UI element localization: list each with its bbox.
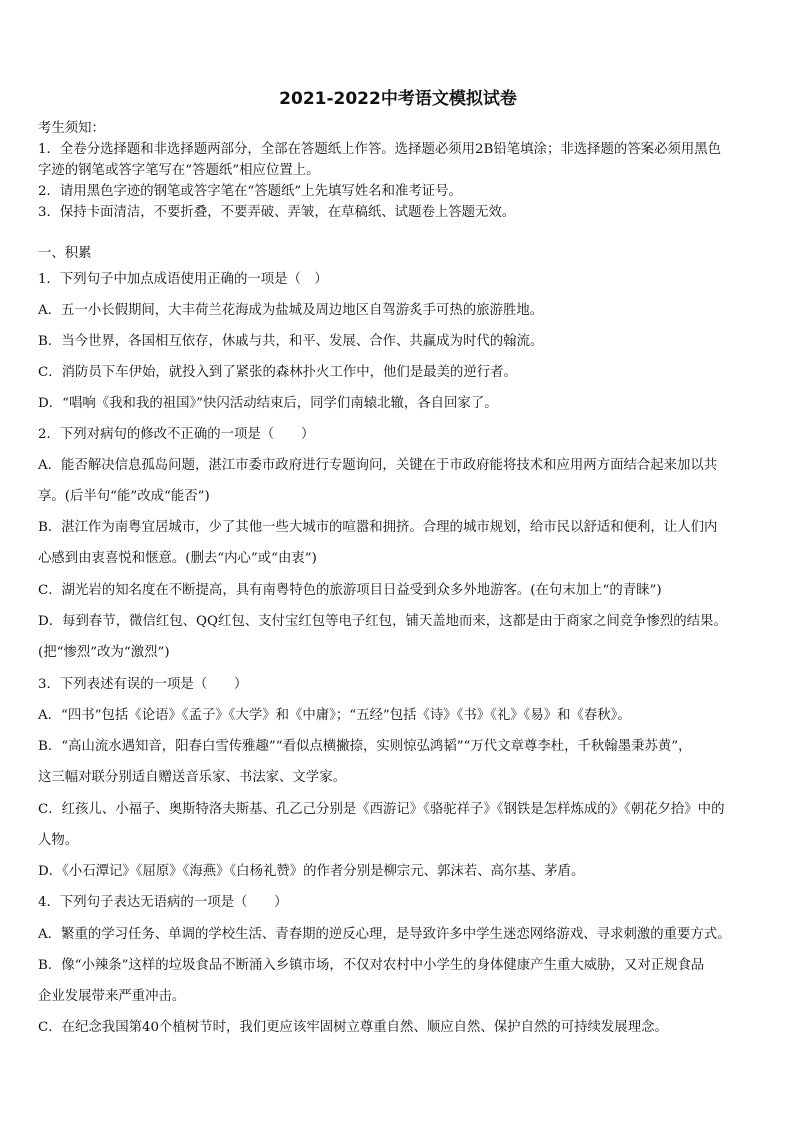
q1-option-c: C．消防员下车伊始，就投入到了紧张的森林扑火工作中，他们是最美的逆行者。 [38, 365, 517, 380]
q4-option-c: C．在纪念我国第40个植树节时，我们更应该牢固树立尊重自然、顺应自然、保护自然的可持续发展理念。 [38, 1020, 668, 1035]
section-heading: 一、积累 [38, 246, 92, 261]
notice-item-1: 1．全卷分选择题和非选择题两部分，全部在答题纸上作答。选择题必须用2B铅笔填涂；非选择题的答案必须用黑色 [38, 142, 722, 157]
q2-option-a: A．能否解决信息孤岛问题，湛江市委市政府进行专题询问，关键在于市政府能将技术和应用两方面结合起来加以共 [38, 458, 718, 473]
q4-option-b-cont: 企业发展带来严重冲击。 [38, 989, 186, 1004]
q3-option-b-cont: 这三幅对联分别适自赠送音乐家、书法家、文学家。 [38, 770, 346, 785]
question-3: 3．下列表述有误的一项是（ ） [38, 677, 248, 692]
q2-option-b: B．湛江作为南粤宜居城市，少了其他一些大城市的喧嚣和拥挤。合理的城市规划，给市民以舒适和便利，让人们内 [38, 520, 718, 535]
q2-option-d: D．每到春节，微信红包、QQ红包、支付宝红包等电子红包，铺天盖地而来，这都是由于商家之间竞争惨烈的结果。 [38, 614, 727, 629]
question-1: 1．下列句子中加点成语使用正确的一项是（ ） [38, 272, 328, 287]
q2-option-c: C．湖光岩的知名度在不断提高，具有南粤特色的旅游项目日益受到众多外地游客。(在句末加上“的青睐”) [38, 583, 662, 598]
q3-option-b: B．“高山流水遇知音，阳春白雪传雅趣”“看似点横撇捺，实则惊弘鸿韬”“万代文章尊李杜，千秋翰墨秉苏黄”， [38, 739, 692, 754]
q4-option-b: B．像“小辣条”这样的垃圾食品不断涌入乡镇市场，不仅对农村中小学生的身体健康产生重大威胁，又对正规食品 [38, 958, 705, 973]
q3-option-c-cont: 人物。 [38, 833, 79, 848]
exam-page [38, 0, 758, 1123]
notice-item-2: 2．请用黑色字迹的钢笔或答字笔在“答题纸”上先填写姓名和准考证号。 [38, 184, 462, 199]
q3-option-a: A．“四书”包括《论语》《孟子》《大学》和《中庸》；“五经”包括《诗》《书》《礼》《易》和《春秋》。 [38, 708, 631, 723]
q1-option-b: B．当今世界，各国相互依存，休戚与共，和平、发展、合作、共赢成为时代的翰流。 [38, 334, 544, 349]
exam-title: 2021-2022中考语文模拟试卷 [279, 89, 517, 109]
q2-option-d-cont: (把“惨烈”改为“激烈”) [38, 645, 170, 660]
q4-option-a: A．繁重的学习任务、单调的学校生活、青春期的逆反心理，是导致许多中学生迷恋网络游戏、寻求刺激的重要方式。 [38, 927, 731, 942]
question-4: 4．下列句子表达无语病的一项是（ ） [38, 895, 288, 910]
q1-option-a: A．五一小长假期间，大丰荷兰花海成为盐城及周边地区自驾游炙手可热的旅游胜地。 [38, 303, 544, 318]
q2-option-a-cont: 享。(后半句“能”改成“能否”) [38, 489, 210, 504]
notice-heading: 考生须知： [38, 121, 105, 136]
q3-option-c: C．红孩儿、小福子、奥斯特洛夫斯基、孔乙己分别是《西游记》《骆驼祥子》《钢铁是怎样炼成的》《朝花夕拾》中的 [38, 802, 725, 817]
q3-option-d: D．《小石潭记》《屈原》《海燕》《白杨礼赞》的作者分别是柳宗元、郭沫若、高尔基、茅盾。 [38, 864, 585, 879]
notice-item-1-cont: 字迹的钢笔或答字笔写在“答题纸”相应位置上。 [38, 163, 320, 178]
notice-item-3: 3．保持卡面清洁，不要折叠，不要弄破、弄皱，在草稿纸、试题卷上答题无效。 [38, 205, 516, 220]
q2-option-b-cont: 心感到由衷喜悦和惬意。(删去“内心”或“由衷”) [38, 551, 317, 566]
q1-option-d: D．“唱响《我和我的祖国》”快闪活动结束后，同学们南辕北辙，各自回家了。 [38, 396, 498, 411]
question-2: 2．下列对病句的修改不正确的一项是（ ） [38, 427, 315, 442]
